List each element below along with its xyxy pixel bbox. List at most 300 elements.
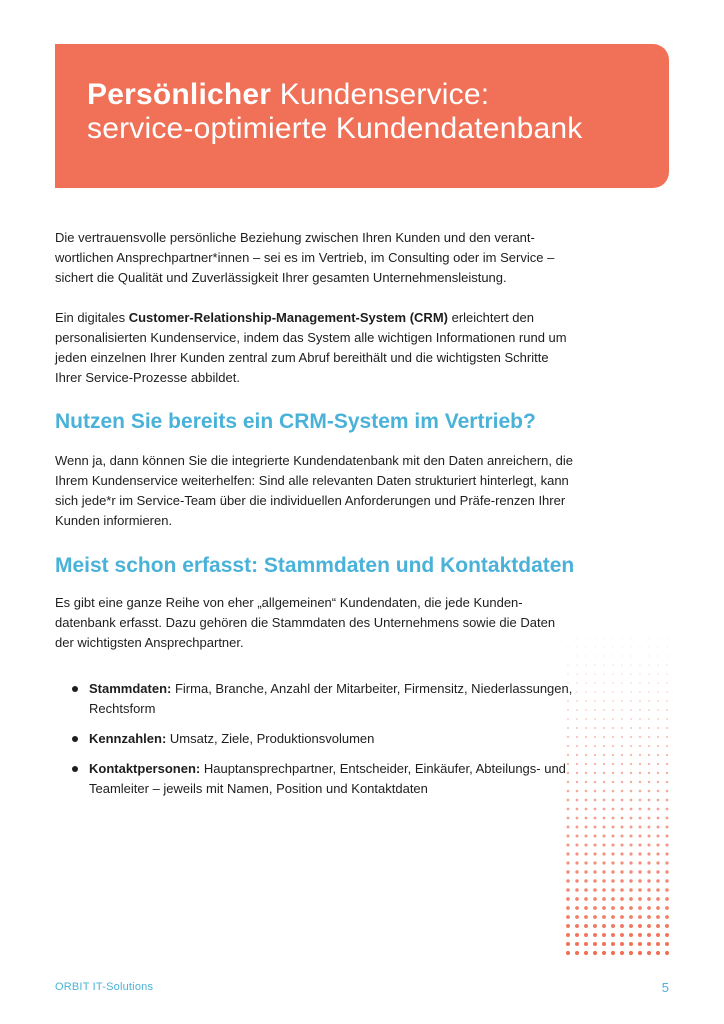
pattern-dot <box>621 682 622 683</box>
pattern-dot <box>665 861 668 864</box>
pattern-dot <box>612 646 613 647</box>
pattern-dot <box>567 817 570 820</box>
pattern-dot <box>576 790 579 793</box>
pattern-dot <box>576 655 577 656</box>
intro-p2-post: erleichtert den personalisierten Kundenservice, indem das System alle wichtigen Informationen rund um jeden einzelnen Ihrer Kunden zentral zum Abruf bereithält und die wichtigsten Schritte Ihrer Service-Prozesse abbildet. <box>55 310 567 385</box>
pattern-dot <box>639 700 641 702</box>
pattern-dot <box>585 664 586 665</box>
pattern-dot <box>575 861 578 864</box>
pattern-dot <box>611 915 615 919</box>
pattern-dot <box>657 781 659 783</box>
pattern-dot <box>666 754 668 756</box>
pattern-dot <box>666 817 669 820</box>
pattern-dot <box>630 709 632 711</box>
pattern-dot <box>584 951 588 955</box>
pattern-dot <box>603 754 605 756</box>
pattern-dot <box>566 843 569 846</box>
pattern-dot <box>648 763 650 765</box>
pattern-dot <box>665 852 668 855</box>
pattern-dot <box>594 826 597 829</box>
bullet-icon <box>72 766 78 772</box>
pattern-dot <box>630 682 631 683</box>
page-number: 5 <box>661 980 669 995</box>
pattern-dot <box>576 799 579 802</box>
pattern-dot <box>594 763 596 765</box>
pattern-dot <box>656 870 659 873</box>
pattern-dot <box>567 673 568 674</box>
pattern-dot <box>629 897 633 901</box>
pattern-dot <box>575 870 578 873</box>
pattern-dot <box>656 906 660 910</box>
pattern-dot <box>603 646 604 647</box>
pattern-dot <box>603 736 605 738</box>
pattern-dot <box>566 888 570 892</box>
pattern-dot <box>567 754 569 756</box>
pattern-dot <box>585 781 587 783</box>
pattern-dot <box>567 646 568 647</box>
pattern-dot <box>567 727 569 729</box>
pattern-dot <box>612 817 615 820</box>
pattern-dot <box>621 808 624 811</box>
pattern-dot <box>630 736 632 738</box>
pattern-dot <box>648 817 651 820</box>
pattern-dot <box>566 870 569 873</box>
page-title-line2: service-optimierte Kundendatenbank <box>87 112 583 145</box>
pattern-dot <box>620 924 624 928</box>
pattern-dot <box>621 763 623 765</box>
pattern-dot <box>630 799 633 802</box>
pattern-dot <box>602 951 606 955</box>
list-item-term: Kennzahlen: <box>89 731 167 746</box>
pattern-dot <box>657 754 659 756</box>
pattern-dot <box>630 655 631 656</box>
pattern-dot <box>622 638 623 639</box>
list-item <box>89 679 575 719</box>
pattern-dot <box>657 673 658 674</box>
pattern-dot <box>666 763 668 765</box>
pattern-dot <box>575 951 579 955</box>
pattern-dot <box>665 879 668 882</box>
pattern-dot <box>612 700 614 702</box>
pattern-dot <box>665 933 669 937</box>
pattern-dot <box>630 664 631 665</box>
pattern-dot <box>594 745 596 747</box>
pattern-dot <box>593 852 596 855</box>
pattern-dot <box>585 736 587 738</box>
pattern-dot <box>630 808 633 811</box>
pattern-dot <box>639 763 641 765</box>
pattern-dot <box>656 888 660 892</box>
pattern-dot <box>585 718 587 720</box>
pattern-dot <box>629 834 632 837</box>
pattern-dot <box>639 664 640 665</box>
pattern-dot <box>566 915 570 919</box>
pattern-dot <box>603 826 606 829</box>
pattern-dot <box>585 772 587 774</box>
pattern-dot <box>585 826 588 829</box>
pattern-dot <box>629 870 632 873</box>
pattern-dot <box>593 951 597 955</box>
pattern-dot <box>629 942 633 946</box>
pattern-dot <box>602 942 606 946</box>
pattern-dot <box>648 754 650 756</box>
pattern-dot <box>612 709 614 711</box>
pattern-dot <box>577 638 578 639</box>
pattern-dot <box>611 861 614 864</box>
pattern-dot <box>620 951 624 955</box>
pattern-dot <box>621 718 623 720</box>
pattern-dot <box>638 888 642 892</box>
pattern-dot <box>611 924 615 928</box>
pattern-dot <box>584 897 588 901</box>
section-body-stammdaten: Es gibt eine ganze Reihe von eher „allgemeinen“ Kundendaten, die jede Kunden-datenbank erfasst. Dazu gehören die Stammdaten des Unternehmens sowie die Daten der wichtigsten Ansprechpartner. <box>55 595 556 650</box>
pattern-dot <box>576 808 579 811</box>
pattern-dot <box>657 691 659 693</box>
pattern-dot <box>603 718 605 720</box>
pattern-dot <box>657 799 660 802</box>
pattern-dot <box>665 942 669 946</box>
pattern-dot <box>566 852 569 855</box>
pattern-dot <box>630 826 633 829</box>
pattern-dot <box>630 718 632 720</box>
pattern-dot <box>656 879 659 882</box>
pattern-dot <box>603 700 605 702</box>
pattern-dot <box>567 799 570 802</box>
pattern-dot <box>639 772 641 774</box>
pattern-dot <box>638 933 642 937</box>
pattern-dot <box>584 906 588 910</box>
pattern-dot <box>666 736 668 738</box>
pattern-dot <box>657 736 659 738</box>
pattern-dot <box>639 655 640 656</box>
intro-p2-pre: Ein digitales <box>55 310 129 325</box>
pattern-dot <box>576 673 577 674</box>
pattern-dot <box>594 736 596 738</box>
pattern-dot <box>603 772 605 774</box>
pattern-dot <box>620 897 624 901</box>
pattern-dot <box>658 638 659 639</box>
pattern-dot <box>602 879 605 882</box>
pattern-dot <box>611 951 615 955</box>
pattern-dot <box>575 933 579 937</box>
pattern-dot <box>594 646 595 647</box>
pattern-dot <box>612 799 615 802</box>
pattern-dot <box>604 638 605 639</box>
pattern-dot <box>585 763 587 765</box>
pattern-dot <box>657 700 659 702</box>
pattern-dot <box>576 727 578 729</box>
pattern-dot <box>647 843 650 846</box>
pattern-dot <box>567 655 568 656</box>
pattern-dot <box>631 638 632 639</box>
pattern-dot <box>657 727 659 729</box>
pattern-dot <box>639 808 642 811</box>
pattern-dot <box>629 888 633 892</box>
pattern-dot <box>593 924 597 928</box>
pattern-dot <box>639 673 640 674</box>
pattern-dot <box>575 843 578 846</box>
pattern-dot <box>611 942 615 946</box>
pattern-dot <box>584 915 588 919</box>
pattern-dot <box>593 843 596 846</box>
pattern-dot <box>602 852 605 855</box>
pattern-dot <box>611 834 614 837</box>
pattern-dot <box>666 808 669 811</box>
pattern-dot <box>647 897 651 901</box>
pattern-dot <box>568 638 569 639</box>
pattern-dot <box>665 915 669 919</box>
pattern-dot <box>603 799 606 802</box>
pattern-dot <box>620 852 623 855</box>
pattern-dot <box>567 790 570 793</box>
pattern-dot <box>585 646 586 647</box>
pattern-dot <box>585 754 587 756</box>
pattern-dot <box>585 745 587 747</box>
pattern-dot <box>566 933 570 937</box>
pattern-dot <box>585 808 588 811</box>
pattern-dot <box>566 906 570 910</box>
pattern-dot <box>602 870 605 873</box>
pattern-dot <box>603 790 606 793</box>
pattern-dot <box>648 655 649 656</box>
pattern-dot <box>647 879 650 882</box>
pattern-dot <box>639 691 641 693</box>
pattern-dot <box>576 709 578 711</box>
footer-brand: ORBIT IT-Solutions <box>55 981 154 993</box>
pattern-dot <box>620 861 623 864</box>
pattern-dot <box>665 870 668 873</box>
pattern-dot <box>603 691 605 693</box>
pattern-dot <box>585 799 588 802</box>
pattern-dot <box>621 754 623 756</box>
pattern-dot <box>621 772 623 774</box>
pattern-dot <box>629 843 632 846</box>
pattern-dot <box>629 951 633 955</box>
pattern-dot <box>603 709 605 711</box>
pattern-dot <box>656 843 659 846</box>
pattern-dot <box>603 745 605 747</box>
pattern-dot <box>638 924 642 928</box>
pattern-dot <box>612 754 614 756</box>
pattern-dot <box>576 691 578 693</box>
pattern-dot <box>585 790 588 793</box>
pattern-dot <box>585 655 586 656</box>
pattern-dot <box>656 951 660 955</box>
pattern-dot <box>585 817 588 820</box>
intro-p2-bold: Customer-Relationship-Management-System (CRM) <box>128 310 448 325</box>
pattern-dot <box>567 691 569 693</box>
list-item-text: Umsatz, Ziele, Produktionsvolumen <box>166 731 375 746</box>
pattern-dot <box>593 942 597 946</box>
pattern-dot <box>593 888 597 892</box>
pattern-dot <box>630 781 632 783</box>
pattern-dot <box>666 691 668 693</box>
pattern-dot <box>621 700 623 702</box>
pattern-dot <box>666 781 668 783</box>
pattern-dot <box>576 682 577 683</box>
pattern-dot <box>666 664 667 665</box>
pattern-dot <box>666 673 667 674</box>
pattern-dot <box>585 691 587 693</box>
pattern-dot <box>575 879 578 882</box>
pattern-dot <box>611 870 614 873</box>
pattern-dot <box>639 781 641 783</box>
decorative-dot-pattern <box>564 634 672 956</box>
pattern-dot <box>567 826 570 829</box>
pattern-dot <box>630 727 632 729</box>
pattern-dot <box>665 888 669 892</box>
pattern-dot <box>575 915 579 919</box>
pattern-dot <box>647 870 650 873</box>
pattern-dot <box>666 682 667 683</box>
pattern-dot <box>612 673 613 674</box>
pattern-dot <box>666 700 668 702</box>
pattern-dot <box>648 718 650 720</box>
pattern-dot <box>594 700 596 702</box>
pattern-dot <box>667 638 668 639</box>
pattern-dot <box>629 879 632 882</box>
pattern-dot <box>576 781 578 783</box>
pattern-dot <box>638 843 641 846</box>
pattern-dot <box>603 673 604 674</box>
pattern-dot <box>576 772 578 774</box>
pattern-dot <box>603 817 606 820</box>
pattern-dot <box>639 646 640 647</box>
pattern-dot <box>594 772 596 774</box>
pattern-dot <box>566 879 569 882</box>
list-item-term: Stammdaten: <box>89 681 172 696</box>
pattern-dot <box>576 745 578 747</box>
pattern-dot <box>576 754 578 756</box>
pattern-dot <box>603 655 604 656</box>
pattern-dot <box>657 682 658 683</box>
pattern-dot <box>639 718 641 720</box>
pattern-dot <box>648 772 650 774</box>
pattern-dot <box>567 781 569 783</box>
pattern-dot <box>648 808 651 811</box>
pattern-dot <box>612 763 614 765</box>
pattern-dot <box>620 942 624 946</box>
pattern-dot <box>602 933 606 937</box>
pattern-dot <box>567 718 569 720</box>
pattern-dot <box>612 664 613 665</box>
pattern-dot <box>621 691 623 693</box>
pattern-dot <box>639 826 642 829</box>
pattern-dot <box>586 638 587 639</box>
pattern-dot <box>585 727 587 729</box>
pattern-dot <box>640 638 641 639</box>
pattern-dot <box>666 718 668 720</box>
pattern-dot <box>612 691 614 693</box>
pattern-dot <box>576 826 579 829</box>
pattern-dot <box>576 664 577 665</box>
pattern-dot <box>666 727 668 729</box>
pattern-dot <box>639 709 641 711</box>
pattern-dot <box>593 870 596 873</box>
pattern-dot <box>638 951 642 955</box>
pattern-dot <box>621 736 623 738</box>
pattern-dot <box>665 924 669 928</box>
pattern-dot <box>603 664 604 665</box>
pattern-dot <box>630 817 633 820</box>
section-heading-crm: Nutzen Sie bereits ein CRM-System im Vertrieb? <box>55 410 536 433</box>
pattern-dot <box>657 655 658 656</box>
pattern-dot <box>629 906 633 910</box>
pattern-dot <box>575 897 579 901</box>
pattern-dot <box>575 852 578 855</box>
pattern-dot <box>567 700 569 702</box>
pattern-dot <box>629 915 633 919</box>
pattern-dot <box>576 718 578 720</box>
pattern-dot <box>639 799 642 802</box>
pattern-dot <box>612 655 613 656</box>
pattern-dot <box>594 664 595 665</box>
pattern-dot <box>630 745 632 747</box>
pattern-dot <box>584 924 588 928</box>
pattern-dot <box>666 655 667 656</box>
pattern-dot <box>656 915 660 919</box>
pattern-dot <box>594 673 595 674</box>
intro-paragraph-1: Die vertrauensvolle persönliche Beziehung zwischen Ihren Kunden und den verant-wortlichen Ansprechpartner*innen – sei es im Vertrieb, im Consulting oder im Service – sichert die Qualität und Zuverlässigkeit Ihrer gesamten Unternehmensleistung. <box>55 230 555 285</box>
pattern-dot <box>648 700 650 702</box>
pattern-dot <box>630 673 631 674</box>
pattern-dot <box>576 700 578 702</box>
pattern-dot <box>594 799 597 802</box>
pattern-dot <box>630 691 632 693</box>
pattern-dot <box>594 754 596 756</box>
pattern-dot <box>629 924 633 928</box>
pattern-dot <box>630 790 633 793</box>
pattern-dot <box>602 915 606 919</box>
pattern-dot <box>602 888 606 892</box>
pattern-dot <box>647 915 651 919</box>
pattern-dot <box>648 673 649 674</box>
pattern-dot <box>630 754 632 756</box>
bullet-icon <box>72 686 78 692</box>
pattern-dot <box>576 736 578 738</box>
pattern-dot <box>575 942 579 946</box>
pattern-dot <box>576 763 578 765</box>
pattern-dot <box>584 852 587 855</box>
pattern-dot <box>584 933 588 937</box>
bullet-list <box>55 679 575 799</box>
pattern-dot <box>567 772 569 774</box>
pattern-dot <box>584 843 587 846</box>
pattern-dot <box>575 906 579 910</box>
pattern-dot <box>638 852 641 855</box>
pattern-dot <box>585 682 586 683</box>
pattern-dot <box>621 817 624 820</box>
pattern-dot <box>611 852 614 855</box>
title-banner <box>55 44 669 188</box>
pattern-dot <box>612 772 614 774</box>
pattern-dot <box>647 951 651 955</box>
pattern-dot <box>647 861 650 864</box>
list-item <box>89 729 575 749</box>
pattern-dot <box>584 861 587 864</box>
pattern-dot <box>629 861 632 864</box>
pattern-dot <box>593 897 597 901</box>
pattern-dot <box>593 906 597 910</box>
pattern-dot <box>648 781 650 783</box>
pattern-dot <box>647 888 651 892</box>
list-item-text: Hauptansprechpartner, Entscheider, Einkäufer, Abteilungs- und Teamleiter – jeweils mit Namen, Position und Kontaktdaten <box>89 761 566 796</box>
pattern-dot <box>639 790 642 793</box>
pattern-dot <box>603 763 605 765</box>
pattern-dot <box>657 772 659 774</box>
pattern-dot <box>620 888 624 892</box>
pattern-dot <box>612 781 614 783</box>
